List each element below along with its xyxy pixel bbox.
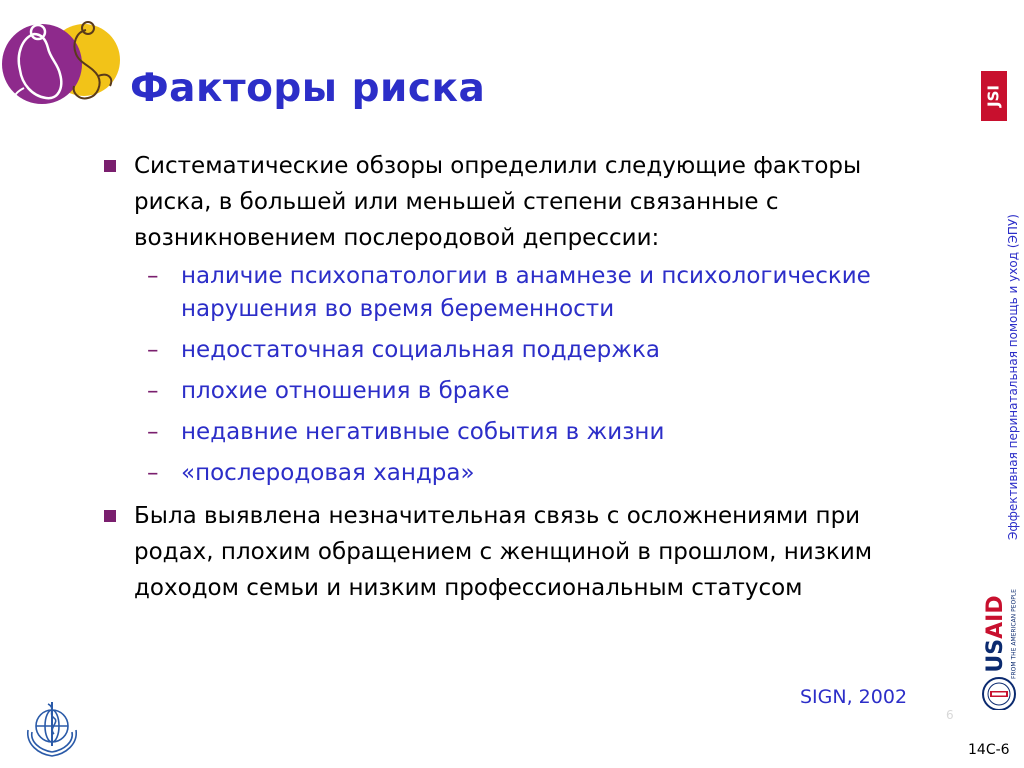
sub-item-text: плохие отношения в браке <box>181 378 510 404</box>
dash-marker: – <box>147 419 159 445</box>
usaid-tagline: FROM THE AMERICAN PEOPLE <box>1010 589 1018 679</box>
bullet-marker <box>104 510 116 522</box>
sub-item-text: недостаточная социальная поддержка <box>181 337 660 363</box>
dash-marker: – <box>147 378 159 404</box>
slide-code: 14C-6 <box>968 742 1010 758</box>
sub-item <box>147 334 940 367</box>
dash-marker: – <box>147 337 159 363</box>
slide-content <box>100 148 940 610</box>
jsi-logo-text: JSI <box>984 85 1003 107</box>
sub-list <box>147 260 940 490</box>
sub-item-text: наличие психопатологии в анамнезе и психологические нарушения во время беременности <box>181 263 871 322</box>
bullet-text: Систематические обзоры определили следующие факторы риска, в большей или меньшей степени связанные с возникновением послеродовой депрессии: <box>134 153 862 251</box>
dash-marker: – <box>147 460 159 486</box>
vertical-caption-wrap <box>996 160 1020 540</box>
sub-item-text: недавние негативные события в жизни <box>181 419 665 445</box>
sub-item <box>147 416 940 449</box>
sub-item <box>147 457 940 490</box>
sub-item <box>147 375 940 408</box>
svg-text:USAID: USAID <box>983 595 1008 673</box>
citation: SIGN, 2002 <box>800 686 908 708</box>
jsi-logo-icon <box>981 71 1007 121</box>
bullet-marker <box>104 160 116 172</box>
usaid-logo-icon <box>978 580 1022 710</box>
sub-item-text: «послеродовая хандра» <box>181 460 475 486</box>
sub-item <box>147 260 940 326</box>
who-emblem-icon <box>20 696 84 760</box>
bullet-text: Была выявлена незначительная связь с осложнениями при родах, плохим обращением с женщиной в прошлом, низким доходом семьи и низким профессиональным статусом <box>134 503 873 601</box>
page-number: 6 <box>946 708 954 722</box>
dash-marker: – <box>147 263 159 289</box>
mother-child-logo-icon <box>2 14 122 110</box>
bullet-item <box>100 498 940 606</box>
bullet-item <box>100 148 940 256</box>
vertical-program-name: Эффективная перинатальная помощь и уход (ЭПУ) <box>1006 214 1020 540</box>
slide-title: Факторы риска <box>130 66 486 111</box>
